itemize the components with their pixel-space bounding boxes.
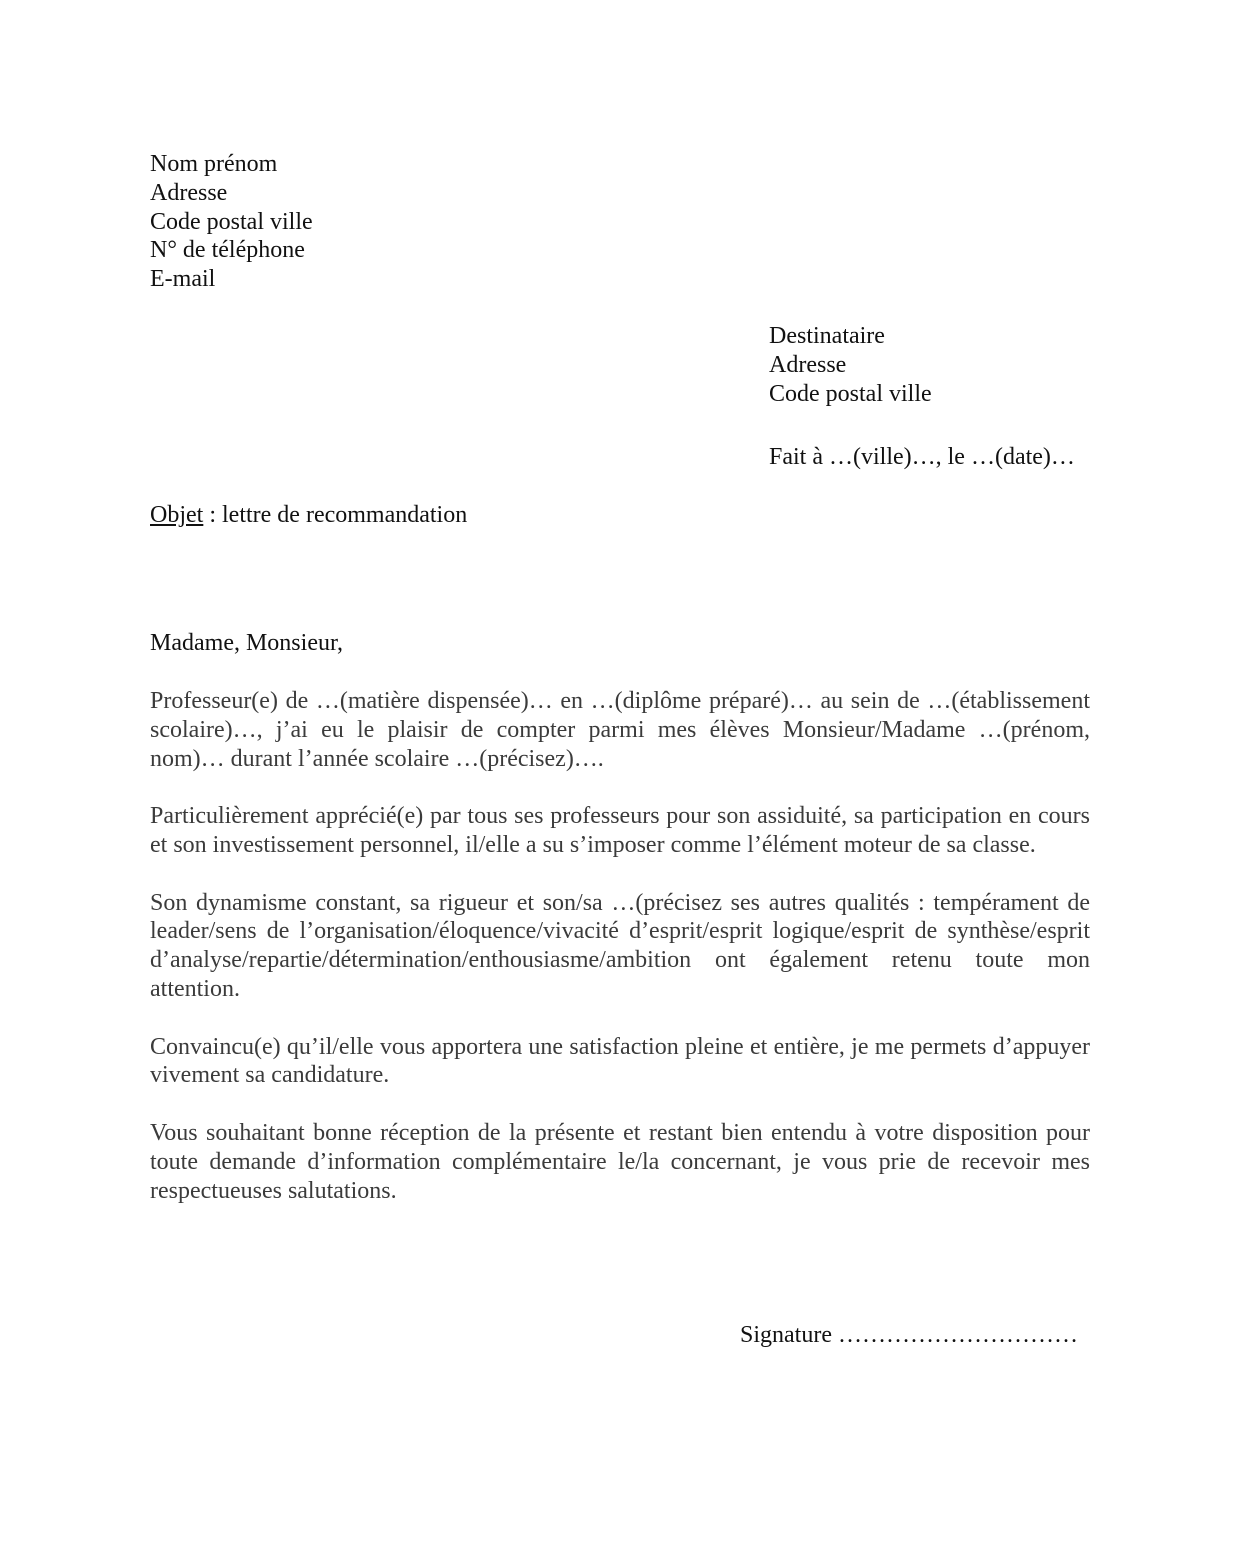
recipient-address-block [769,322,932,408]
sender-phone: N° de téléphone [150,237,305,264]
sender-address: Adresse [150,179,228,206]
recipient-postal-city: Code postal ville [769,380,932,407]
sender-name: Nom prénom [150,151,278,177]
letter-body [150,687,1090,1234]
subject-label: Objet [150,502,204,528]
recipient-address: Adresse [769,351,847,378]
place-date-line: Fait à …(ville)…, le …(date)… [769,444,1075,470]
sender-email: E-mail [150,266,216,293]
sender-address-block [150,150,313,294]
sender-postal-city: Code postal ville [150,208,313,235]
recipient-name: Destinataire [769,323,885,349]
salutation: Madame, Monsieur, [150,630,343,656]
subject-text: lettre de recommandation [222,502,468,528]
paragraph-endorsement: Convaincu(e) qu’il/elle vous apportera une satisfaction pleine et entière, je me permets d’appuyer vivement sa candidature. [150,1033,1090,1089]
subject-line [150,501,467,530]
paragraph-qualities: Son dynamisme constant, sa rigueur et son/sa …(précisez ses autres qualités : tempérament de leader/sens de l’organisation/éloquence/vivacité d’esprit/esprit logique/esprit de synthèse/esprit d’analyse/repartie/détermination/enthousiasme/ambition ont également retenu toute mon attention. [150,889,1090,1002]
signature-line: Signature ………………………… [740,1322,1078,1348]
paragraph-introduction: Professeur(e) de …(matière dispensée)… en …(diplôme préparé)… au sein de …(établissement scolaire)…, j’ai eu le plaisir de compter parmi mes élèves Monsieur/Madame …(prénom, nom)… durant l’année scolaire …(précisez)…. [150,688,1090,772]
paragraph-appreciation: Particulièrement apprécié(e) par tous ses professeurs pour son assiduité, sa participation en cours et son investissement personnel, il/elle a su s’imposer comme l’élément moteur de sa classe. [150,803,1090,858]
paragraph-closing: Vous souhaitant bonne réception de la présente et restant bien entendu à votre disposition pour toute demande d’information complémentaire le/la concernant, je vous prie de recevoir mes respectueuses salutations. [150,1119,1090,1204]
subject-separator: : [203,502,222,528]
